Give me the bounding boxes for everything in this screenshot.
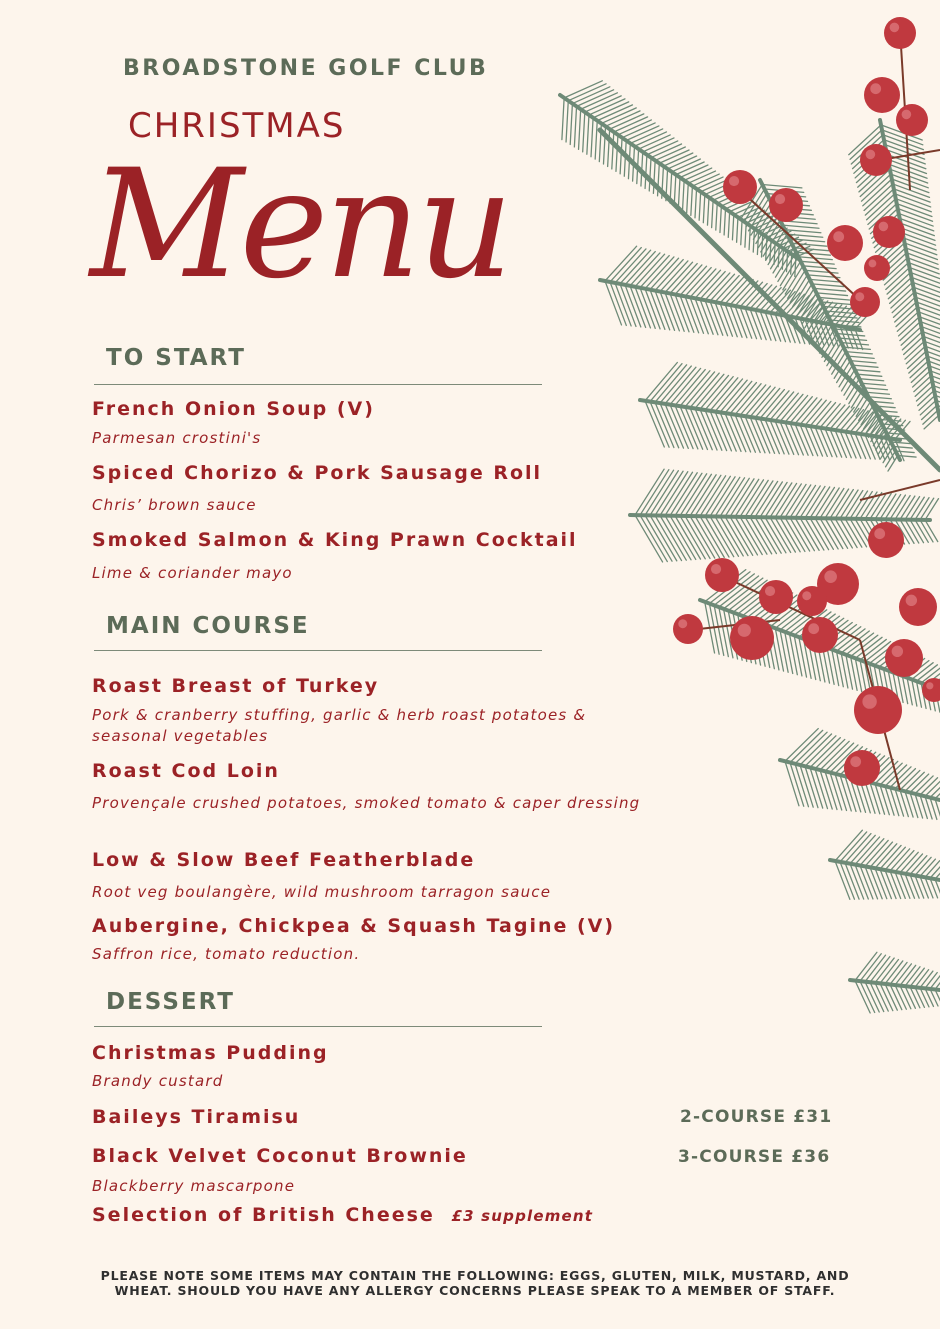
menu-item-desc: Chris’ brown sauce	[92, 496, 257, 514]
menu-item-name: Smoked Salmon & King Prawn Cocktail	[92, 529, 578, 551]
menu-title: CHRISTMAS	[128, 106, 346, 146]
section-divider	[94, 384, 542, 385]
menu-item-name: Roast Breast of Turkey	[92, 675, 380, 697]
section-heading-main: MAIN COURSE	[106, 613, 310, 639]
menu-item-desc: Saffron rice, tomato reduction.	[92, 945, 361, 963]
allergy-note: PLEASE NOTE SOME ITEMS MAY CONTAIN THE FOLLOWING: EGGS, GLUTEN, MILK, MUSTARD, AND WHEAT. SHOULD YOU HAVE ANY ALLERGY CONCERNS PLEASE SPEAK TO A MEMBER OF STAFF.	[100, 1268, 850, 1298]
menu-item-name: Baileys Tiramisu	[92, 1106, 301, 1128]
supplement-price: £3 supplement	[451, 1207, 594, 1225]
menu-item-name	[92, 1204, 593, 1226]
club-name: BROADSTONE GOLF CLUB	[123, 56, 489, 81]
menu-item-name: Aubergine, Chickpea & Squash Tagine (V)	[92, 915, 616, 937]
section-heading-start: TO START	[106, 345, 246, 371]
menu-item-name: Christmas Pudding	[92, 1042, 329, 1064]
menu-item-desc: Provençale crushed potatoes, smoked tomato & caper dressing	[92, 794, 641, 812]
menu-item-desc: Parmesan crostini's	[92, 429, 262, 447]
section-divider	[94, 1026, 542, 1027]
menu-item-name: Black Velvet Coconut Brownie	[92, 1145, 468, 1167]
price-three-course: 3-COURSE £36	[678, 1147, 831, 1167]
menu-item-desc: Root veg boulangère, wild mushroom tarragon sauce	[92, 883, 552, 901]
menu-item-desc: Brandy custard	[92, 1072, 224, 1090]
menu-item-name: Low & Slow Beef Featherblade	[92, 849, 476, 871]
menu-item-name: Roast Cod Loin	[92, 760, 280, 782]
section-heading-dessert: DESSERT	[106, 989, 235, 1015]
menu-item-desc: Lime & coriander mayo	[92, 564, 293, 582]
menu-item-name: French Onion Soup (V)	[92, 398, 375, 420]
section-divider	[94, 650, 542, 651]
menu-item-desc: Pork & cranberry stuffing, garlic & herb roast potatoes & seasonal vegetables	[92, 706, 587, 745]
price-two-course: 2-COURSE £31	[680, 1107, 833, 1127]
menu-item-name-text: Selection of British Cheese	[92, 1204, 435, 1226]
menu-script-title: Menu	[90, 138, 510, 312]
menu-item-desc: Blackberry mascarpone	[92, 1177, 296, 1195]
menu-item-name: Spiced Chorizo & Pork Sausage Roll	[92, 462, 543, 484]
